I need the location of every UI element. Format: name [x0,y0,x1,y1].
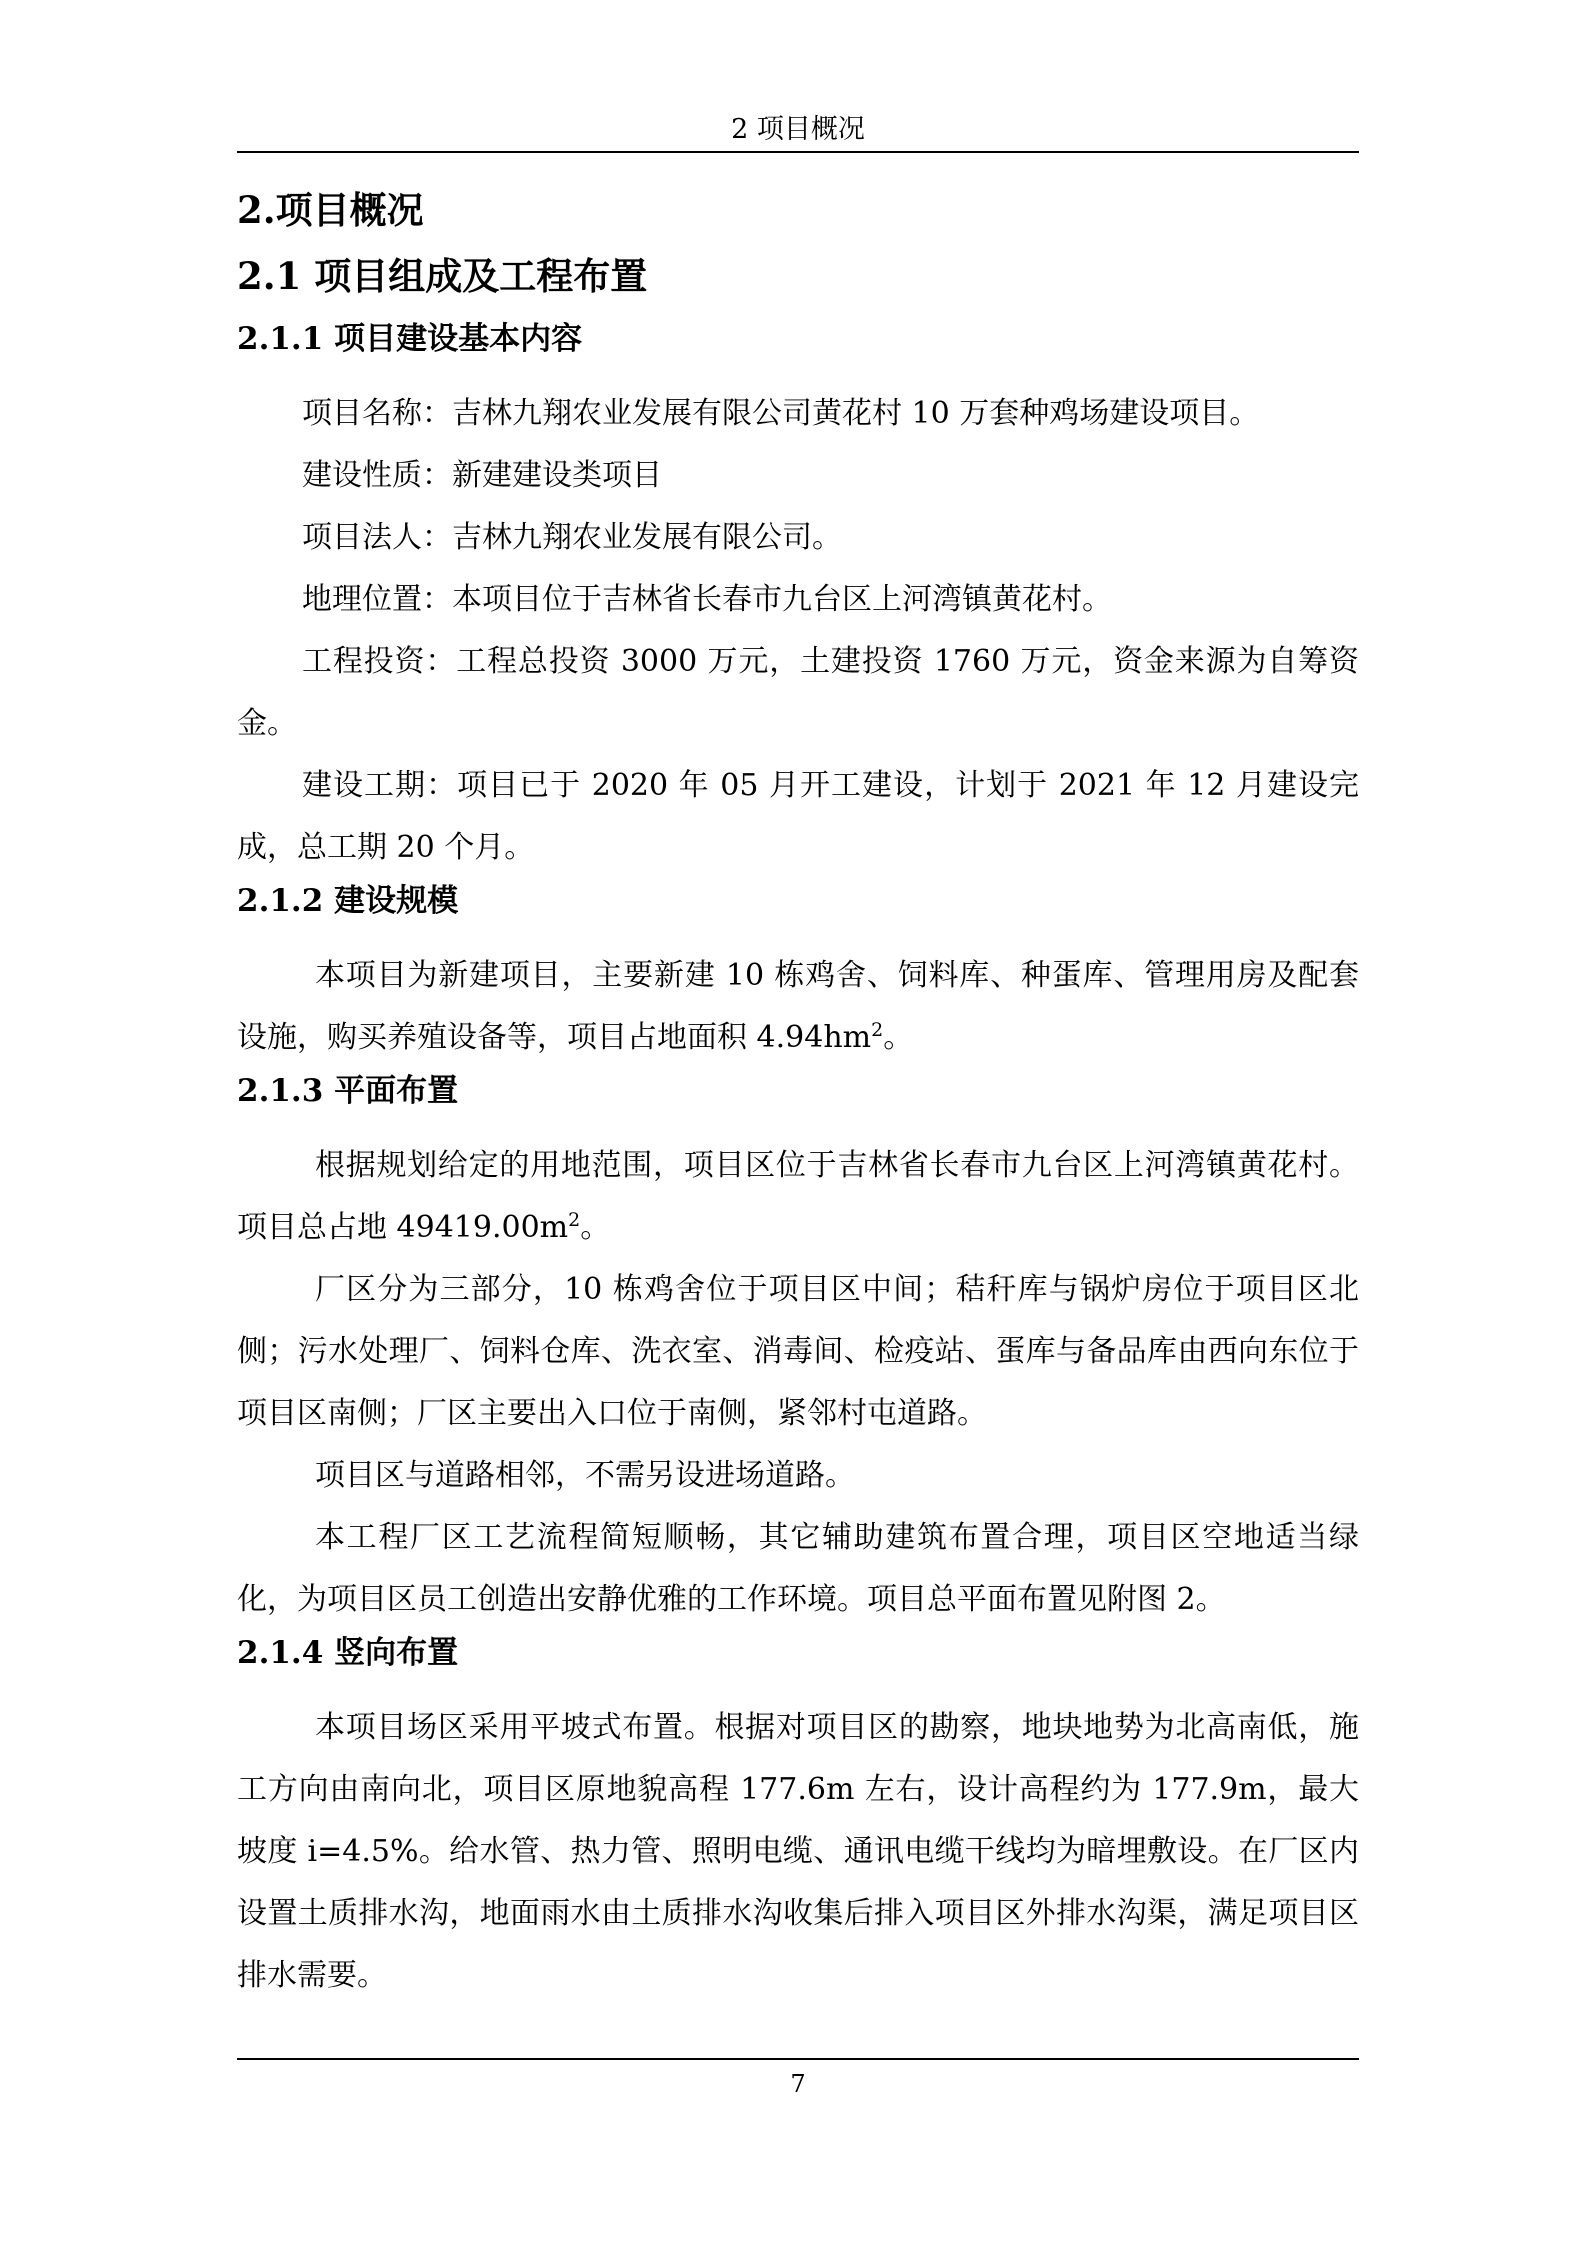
investment-paragraph: 工程投资：工程总投资 3000 万元，土建投资 1760 万元，资金来源为自筹资金。 [237,644,1359,741]
construction-nature-paragraph: 建设性质：新建建设类项目 [302,458,662,493]
header-rule [237,151,1359,153]
location-paragraph: 地理位置：本项目位于吉林省长春市九台区上河湾镇黄花村。 [302,582,1112,617]
scale-superscript: 2 [871,1019,884,1041]
page-number: 7 [790,2070,806,2098]
plan-p1-text: 根据规划给定的用地范围，项目区位于吉林省长春市九台区上河湾镇黄花村。项目总占地 49419.00m [237,1148,1359,1245]
page-content [237,185,1359,2007]
scale-end: 。 [883,1020,914,1055]
footer-rule [237,2058,1359,2060]
section-heading-2-1: 2.1 项目组成及工程布置 [237,254,648,298]
project-name-paragraph: 项目名称：吉林九翔农业发展有限公司黄花村 10 万套种鸡场建设项目。 [302,396,1260,431]
running-header: 2 项目概况 [731,114,865,145]
plan-paragraph-2: 厂区分为三部分，10 栋鸡舍位于项目区中间；秸秆库与锅炉房位于项目区北侧；污水处理厂、饲料仓库、洗衣室、消毒间、检疫站、蛋库与备品库由西向东位于项目区南侧；厂区主要出入口位于南侧，紧邻村屯道路。 [237,1272,1359,1431]
subsection-heading-2-1-2: 2.1.2 建设规模 [237,883,459,919]
subsection-heading-2-1-4: 2.1.4 竖向布置 [237,1635,459,1671]
plan-paragraph-4: 本工程厂区工艺流程简短顺畅，其它辅助建筑布置合理，项目区空地适当绿化，为项目区员工创造出安静优雅的工作环境。项目总平面布置见附图 2。 [237,1520,1359,1617]
plan-p1-superscript: 2 [568,1209,581,1231]
chapter-heading: 2.项目概况 [237,188,424,232]
subsection-heading-2-1-3: 2.1.3 平面布置 [237,1073,459,1109]
plan-paragraph-3: 项目区与道路相邻，不需另设进场道路。 [315,1458,855,1493]
plan-paragraph-1 [237,1135,1359,1259]
legal-entity-paragraph: 项目法人：吉林九翔农业发展有限公司。 [302,520,842,555]
construction-period-paragraph: 建设工期：项目已于 2020 年 05 月开工建设，计划于 2021 年 12 月建设完成，总工期 20 个月。 [237,768,1359,865]
subsection-heading-2-1-1: 2.1.1 项目建设基本内容 [237,321,583,357]
vertical-paragraph-1: 本项目场区采用平坡式布置。根据对项目区的勘察，地块地势为北高南低，施工方向由南向北，项目区原地貌高程 177.6m 左右，设计高程约为 177.9m，最大坡度 i=4.5%。给水管、热力管、照明电缆、通讯电缆干线均为暗埋敷设。在厂区内设置土质排水沟，地面雨水由土质排水沟收集后排入项目区外排水沟渠，满足项目区排水需要。 [237,1710,1359,1993]
scale-text: 本项目为新建项目，主要新建 10 栋鸡舍、饲料库、种蛋库、管理用房及配套设施，购买养殖设备等，项目占地面积 4.94hm [237,958,1359,1055]
plan-p1-end: 。 [580,1210,611,1245]
scale-paragraph [237,945,1359,1069]
